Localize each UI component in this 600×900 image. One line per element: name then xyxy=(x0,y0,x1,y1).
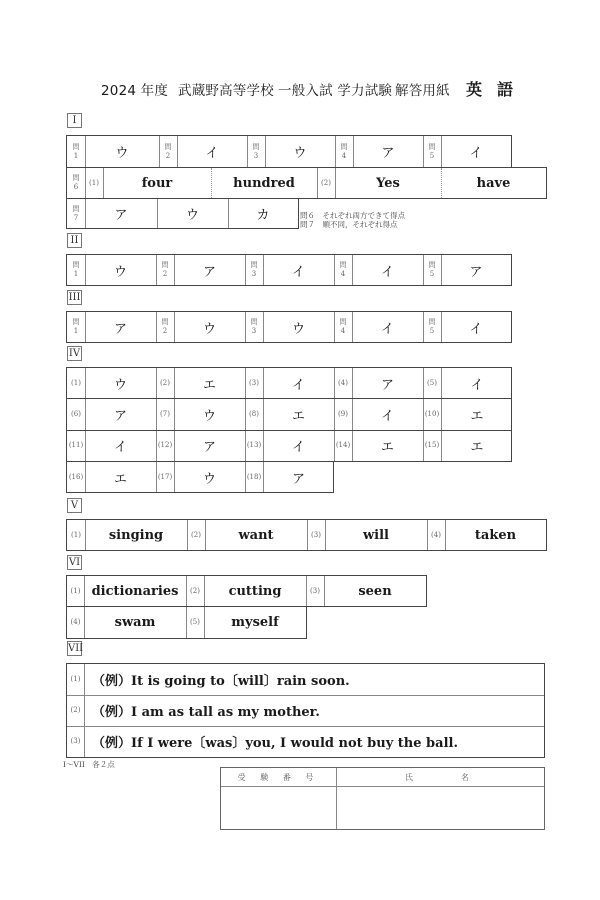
answer-cell[interactable]: イ xyxy=(380,408,394,424)
answer-cell[interactable]: イ xyxy=(291,440,305,456)
item-label: (8) xyxy=(249,409,259,418)
question-label: 問 1 xyxy=(72,261,80,278)
question-label: 問 7 xyxy=(72,204,80,222)
section-7-grid xyxy=(66,663,545,758)
scoring-note-q6: 問６ それぞれ両方できて得点 xyxy=(300,211,405,220)
question-label: 問 5 xyxy=(428,261,436,278)
section-3-mark: III xyxy=(68,292,81,303)
section-5-row xyxy=(66,519,547,551)
item-label: (1) xyxy=(70,586,81,595)
question-label: 問 3 xyxy=(252,142,260,160)
answer-cell[interactable]: イ xyxy=(469,321,483,337)
answer-cell[interactable]: ウ xyxy=(202,321,216,337)
answer-cell[interactable]: ウ xyxy=(115,146,129,161)
title-school: 武蔵野高等学校 xyxy=(178,83,274,99)
item-label: (16) xyxy=(68,472,84,481)
answer-cell[interactable]: （例）If I were〔was〕you, I would not buy the ball. xyxy=(92,736,458,751)
item-label: (2) xyxy=(160,378,170,387)
question-label: 問 4 xyxy=(339,261,347,278)
answer-cell[interactable]: ア xyxy=(380,377,394,393)
answer-cell[interactable]: seen xyxy=(358,583,392,599)
section-6-mark: VI xyxy=(68,557,81,568)
item-label: (9) xyxy=(338,409,348,418)
examinee-info-table xyxy=(220,767,545,830)
answer-cell[interactable]: ア xyxy=(202,440,216,456)
answer-cell[interactable]: ア xyxy=(291,471,305,487)
question-label: 問 2 xyxy=(161,261,169,278)
answer-cell[interactable]: エ xyxy=(202,377,216,393)
answer-cell[interactable]: dictionaries xyxy=(91,583,179,599)
answer-cell[interactable]: ウ xyxy=(291,321,305,337)
answer-cell[interactable]: will xyxy=(362,527,389,543)
answer-cell[interactable]: エ xyxy=(470,408,484,424)
item-label: (5) xyxy=(190,618,200,626)
answer-cell[interactable]: エ xyxy=(470,440,484,456)
answer-cell[interactable]: taken xyxy=(474,527,517,543)
title-subject-1: 英 xyxy=(466,80,483,99)
question-label: 問 1 xyxy=(72,142,80,160)
answer-cell[interactable]: イ xyxy=(380,321,394,337)
question-label: 問 2 xyxy=(161,318,169,335)
answer-cell[interactable]: ア xyxy=(113,408,127,424)
answer-cell[interactable]: （例）It is going to〔will〕rain soon. xyxy=(92,674,350,689)
answer-cell[interactable]: Yes xyxy=(376,175,400,191)
answer-cell[interactable]: ウ xyxy=(113,264,127,280)
question-label: 問 2 xyxy=(164,142,172,160)
item-label: (4) xyxy=(431,530,441,539)
section-4-row xyxy=(66,430,512,462)
title-subject-2: 語 xyxy=(497,80,514,99)
section-4-mark: IV xyxy=(68,348,81,359)
item-label: (10) xyxy=(424,409,440,418)
title-exam: 一般入試 学力試験 xyxy=(278,83,393,99)
section-1-question-6 xyxy=(66,167,547,199)
item-label: (4) xyxy=(70,618,81,626)
section-2-row xyxy=(66,254,512,286)
answer-cell[interactable]: ア xyxy=(202,264,216,280)
item-label: (18) xyxy=(246,472,262,481)
part-label: (1) xyxy=(89,178,99,187)
question-label: 問 3 xyxy=(250,318,258,335)
section-1-question-7 xyxy=(66,198,299,229)
section-6-row-1 xyxy=(66,575,427,607)
question-label: 問 5 xyxy=(428,142,436,160)
answer-cell[interactable]: singing xyxy=(108,527,164,543)
question-label: 問 4 xyxy=(340,142,348,160)
section-1-mark: I xyxy=(67,113,82,128)
item-label: (14) xyxy=(335,441,351,450)
answer-cell[interactable]: ウ xyxy=(202,471,216,487)
section-4-row xyxy=(66,398,512,430)
question-label: 問 3 xyxy=(250,261,258,278)
item-label: (2) xyxy=(190,586,200,595)
answer-cell[interactable]: イ xyxy=(113,440,127,456)
answer-cell[interactable]: エ xyxy=(113,471,127,487)
item-label: (15) xyxy=(424,441,440,450)
answer-cell[interactable]: hundred xyxy=(233,175,295,191)
answer-cell[interactable]: have xyxy=(476,175,511,191)
section-4-row xyxy=(66,461,334,493)
part-label: (2) xyxy=(321,178,331,187)
section-2-mark: II xyxy=(67,233,82,248)
item-label: (12) xyxy=(157,441,173,450)
item-label: (13) xyxy=(246,441,262,450)
answer-cell[interactable]: イ xyxy=(470,377,484,393)
item-label: (17) xyxy=(157,472,173,481)
answer-cell[interactable]: ウ xyxy=(293,146,307,161)
answer-cell[interactable]: four xyxy=(141,175,173,191)
item-label: (3) xyxy=(249,378,259,387)
section-4-row xyxy=(66,367,512,399)
answer-cell[interactable]: イ xyxy=(291,264,305,280)
section-5-mark: V xyxy=(67,498,82,513)
scoring-note: I～VII 各２点 xyxy=(63,760,115,769)
answer-cell[interactable]: カ xyxy=(256,208,270,223)
section-7-mark: VII xyxy=(68,643,84,654)
question-label: 問 4 xyxy=(339,318,347,335)
answer-cell[interactable]: （例）I am as tall as my mother. xyxy=(92,705,320,720)
item-label: (1) xyxy=(71,378,81,387)
answer-cell[interactable]: イ xyxy=(205,146,219,161)
answer-cell[interactable]: イ xyxy=(469,146,483,161)
item-label: (7) xyxy=(160,409,170,418)
item-label: (2) xyxy=(70,706,81,714)
answer-cell[interactable]: ウ xyxy=(185,208,199,223)
answer-cell[interactable]: エ xyxy=(291,408,305,424)
scoring-note-q7: 問７ 順不同，それぞれ得点 xyxy=(300,220,398,229)
name-header: 氏 名 xyxy=(405,772,475,782)
title-sheet: 解答用紙 xyxy=(395,83,450,99)
answer-cell[interactable]: ウ xyxy=(202,408,216,424)
answer-cell[interactable]: ア xyxy=(113,321,127,337)
item-label: (3) xyxy=(310,586,320,595)
answer-cell[interactable]: エ xyxy=(380,440,394,456)
item-label: (3) xyxy=(311,530,321,539)
question-label: 問 1 xyxy=(72,318,80,335)
section-4-grid xyxy=(66,367,512,493)
item-label: (4) xyxy=(338,378,348,387)
item-label: (1) xyxy=(71,530,81,539)
item-label: (5) xyxy=(427,378,437,387)
section-6-row-2 xyxy=(66,606,307,639)
answer-cell[interactable]: ア xyxy=(469,264,483,280)
title-year: 2024 年度 xyxy=(101,83,169,99)
answer-cell[interactable]: ウ xyxy=(113,377,127,393)
item-label: (1) xyxy=(70,675,81,683)
answer-cell[interactable]: cutting xyxy=(228,583,282,599)
item-label: (6) xyxy=(71,409,81,418)
answer-cell[interactable]: ア xyxy=(114,208,128,223)
item-label: (2) xyxy=(191,530,201,539)
question-label: 問 6 xyxy=(72,174,80,191)
answer-cell[interactable]: want xyxy=(238,527,274,543)
section-3-row xyxy=(66,311,512,343)
exam-number-header: 受 験 番 号 xyxy=(237,772,320,782)
answer-cell[interactable]: イ xyxy=(291,377,305,393)
item-label: (3) xyxy=(70,737,81,745)
answer-cell[interactable]: イ xyxy=(380,264,394,280)
answer-cell[interactable]: swam xyxy=(114,615,156,630)
question-label: 問 5 xyxy=(428,318,436,335)
answer-cell[interactable]: myself xyxy=(231,615,279,630)
name-field[interactable] xyxy=(337,787,544,829)
section-1-row-1 xyxy=(66,135,512,168)
exam-number-field[interactable] xyxy=(221,787,336,829)
answer-cell[interactable]: ア xyxy=(381,146,395,161)
item-label: (11) xyxy=(68,441,84,450)
